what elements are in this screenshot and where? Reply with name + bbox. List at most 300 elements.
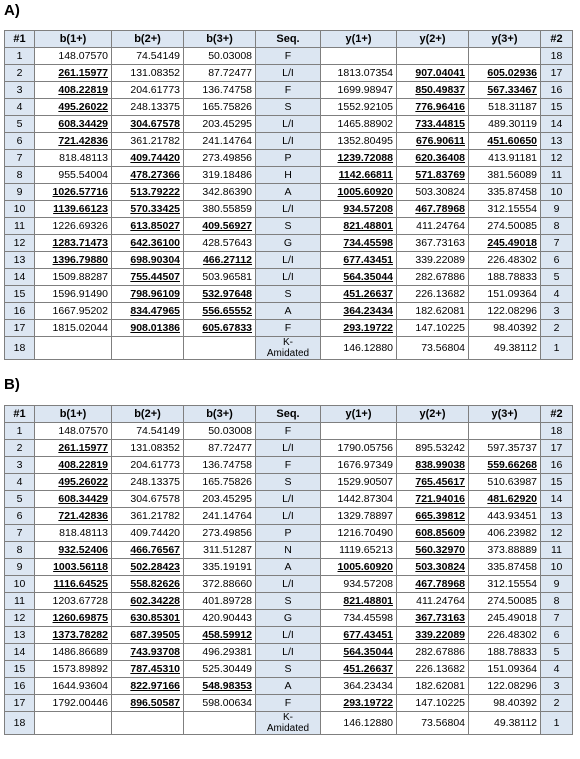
- row-index-2: 11: [541, 542, 573, 559]
- b1-cell: 1644.93604: [35, 678, 112, 695]
- y3-cell: 406.23982: [469, 525, 541, 542]
- table-row: [5, 542, 573, 559]
- residue-cell: S: [256, 99, 321, 116]
- row-index-1: 15: [5, 661, 35, 678]
- y3-cell: 489.30119: [469, 116, 541, 133]
- table-row: [5, 474, 573, 491]
- y3-cell: 559.66268: [469, 457, 541, 474]
- y1-cell: [321, 423, 397, 440]
- row-index-1: 12: [5, 235, 35, 252]
- row-index-1: 3: [5, 82, 35, 99]
- row-index-1: 18: [5, 337, 35, 360]
- row-index-1: 7: [5, 150, 35, 167]
- y3-cell: 597.35737: [469, 440, 541, 457]
- b1-cell: 721.42836: [35, 133, 112, 150]
- residue-cell: S: [256, 661, 321, 678]
- b1-cell: 1139.66123: [35, 201, 112, 218]
- row-index-1: 3: [5, 457, 35, 474]
- y2-cell: 665.39812: [397, 508, 469, 525]
- table-row: [5, 440, 573, 457]
- y1-cell: 293.19722: [321, 320, 397, 337]
- row-index-2: 7: [541, 610, 573, 627]
- b2-cell: 478.27366: [112, 167, 184, 184]
- row-index-1: 16: [5, 303, 35, 320]
- b2-cell: 248.13375: [112, 474, 184, 491]
- table-row: [5, 593, 573, 610]
- header-b1: b(1+): [35, 31, 112, 48]
- y1-cell: 821.48801: [321, 593, 397, 610]
- header-y2: y(2+): [397, 406, 469, 423]
- b3-cell: 428.57643: [184, 235, 256, 252]
- row-index-2: 5: [541, 644, 573, 661]
- header-index-2: #2: [541, 31, 573, 48]
- y3-cell: 567.33467: [469, 82, 541, 99]
- b2-cell: 131.08352: [112, 65, 184, 82]
- y3-cell: 188.78833: [469, 269, 541, 286]
- header-b2: b(2+): [112, 31, 184, 48]
- header-y2: y(2+): [397, 31, 469, 48]
- row-index-2: 15: [541, 99, 573, 116]
- table-row: [5, 65, 573, 82]
- y2-cell: 907.04041: [397, 65, 469, 82]
- b1-cell: 1283.71473: [35, 235, 112, 252]
- residue-cell: F: [256, 695, 321, 712]
- y3-cell: 518.31187: [469, 99, 541, 116]
- y3-cell: 413.91181: [469, 150, 541, 167]
- b1-cell: 818.48113: [35, 150, 112, 167]
- table-row: [5, 695, 573, 712]
- b1-cell: 1792.00446: [35, 695, 112, 712]
- y1-cell: 293.19722: [321, 695, 397, 712]
- b3-cell: 136.74758: [184, 82, 256, 99]
- header-b3: b(3+): [184, 406, 256, 423]
- b3-cell: 532.97648: [184, 286, 256, 303]
- b1-cell: 1116.64525: [35, 576, 112, 593]
- y2-cell: 503.30824: [397, 559, 469, 576]
- row-index-2: 5: [541, 269, 573, 286]
- y3-cell: 151.09364: [469, 286, 541, 303]
- table-row: [5, 678, 573, 695]
- row-index-1: 2: [5, 440, 35, 457]
- y1-cell: 564.35044: [321, 269, 397, 286]
- b3-cell: 241.14764: [184, 508, 256, 525]
- y1-cell: 364.23434: [321, 303, 397, 320]
- table-row: [5, 269, 573, 286]
- y2-cell: [397, 423, 469, 440]
- b1-cell: 818.48113: [35, 525, 112, 542]
- b1-cell: 932.52406: [35, 542, 112, 559]
- y2-cell: 467.78968: [397, 201, 469, 218]
- table-row: [5, 218, 573, 235]
- b2-cell: 602.34228: [112, 593, 184, 610]
- b3-cell: 203.45295: [184, 116, 256, 133]
- table-row: [5, 184, 573, 201]
- y2-cell: 411.24764: [397, 593, 469, 610]
- residue-cell: S: [256, 474, 321, 491]
- b3-cell: 319.18486: [184, 167, 256, 184]
- b3-cell: 380.55859: [184, 201, 256, 218]
- table-row: [5, 627, 573, 644]
- table-row: [5, 423, 573, 440]
- table-row: [5, 252, 573, 269]
- residue-cell: F: [256, 82, 321, 99]
- residue-cell: L/I: [256, 627, 321, 644]
- b3-cell: 50.03008: [184, 423, 256, 440]
- b1-cell: 1815.02044: [35, 320, 112, 337]
- residue-cell: P: [256, 525, 321, 542]
- table-row: [5, 286, 573, 303]
- y3-cell: 335.87458: [469, 184, 541, 201]
- y1-cell: 1329.78897: [321, 508, 397, 525]
- y3-cell: 481.62920: [469, 491, 541, 508]
- y1-cell: 1005.60920: [321, 184, 397, 201]
- residue-cell: L/I: [256, 576, 321, 593]
- row-index-1: 6: [5, 508, 35, 525]
- y2-cell: 411.24764: [397, 218, 469, 235]
- b1-cell: 955.54004: [35, 167, 112, 184]
- table-row: [5, 491, 573, 508]
- row-index-1: 11: [5, 218, 35, 235]
- row-index-1: 10: [5, 576, 35, 593]
- table-row: [5, 82, 573, 99]
- b3-cell: 548.98353: [184, 678, 256, 695]
- b3-cell: 605.67833: [184, 320, 256, 337]
- row-index-1: 1: [5, 423, 35, 440]
- row-index-2: 3: [541, 303, 573, 320]
- b1-cell: 1260.69875: [35, 610, 112, 627]
- row-index-2: 4: [541, 286, 573, 303]
- b3-cell: 165.75826: [184, 99, 256, 116]
- b3-cell: 556.65552: [184, 303, 256, 320]
- header-b1: b(1+): [35, 406, 112, 423]
- residue-cell: F: [256, 48, 321, 65]
- b2-cell: 896.50587: [112, 695, 184, 712]
- y2-cell: 850.49837: [397, 82, 469, 99]
- y1-cell: 677.43451: [321, 627, 397, 644]
- b1-cell: 1003.56118: [35, 559, 112, 576]
- b1-cell: 608.34429: [35, 116, 112, 133]
- b3-cell: 273.49856: [184, 525, 256, 542]
- y2-cell: 776.96416: [397, 99, 469, 116]
- b3-cell: 466.27112: [184, 252, 256, 269]
- y3-cell: 443.93451: [469, 508, 541, 525]
- row-index-2: 8: [541, 218, 573, 235]
- header-y1: y(1+): [321, 31, 397, 48]
- b1-cell: 608.34429: [35, 491, 112, 508]
- y1-cell: 451.26637: [321, 661, 397, 678]
- b2-cell: 834.47965: [112, 303, 184, 320]
- residue-cell: F: [256, 457, 321, 474]
- y1-cell: 821.48801: [321, 218, 397, 235]
- residue-cell: L/I: [256, 133, 321, 150]
- y3-cell: 451.60650: [469, 133, 541, 150]
- b1-cell: 1573.89892: [35, 661, 112, 678]
- residue-cell: L/I: [256, 644, 321, 661]
- b1-cell: 408.22819: [35, 82, 112, 99]
- y2-cell: 226.13682: [397, 661, 469, 678]
- b2-cell: 513.79222: [112, 184, 184, 201]
- y2-cell: 367.73163: [397, 610, 469, 627]
- b1-cell: 261.15977: [35, 65, 112, 82]
- residue-cell: N: [256, 542, 321, 559]
- y2-cell: 282.67886: [397, 644, 469, 661]
- y2-cell: 571.83769: [397, 167, 469, 184]
- y1-cell: 1239.72088: [321, 150, 397, 167]
- row-index-1: 15: [5, 286, 35, 303]
- row-index-1: 5: [5, 491, 35, 508]
- y3-cell: 312.15554: [469, 201, 541, 218]
- y2-cell: 182.62081: [397, 303, 469, 320]
- row-index-2: 8: [541, 593, 573, 610]
- residue-cell: L/I: [256, 252, 321, 269]
- y2-cell: 895.53242: [397, 440, 469, 457]
- y2-cell: 467.78968: [397, 576, 469, 593]
- y1-cell: 564.35044: [321, 644, 397, 661]
- row-index-2: 10: [541, 184, 573, 201]
- y3-cell: 226.48302: [469, 627, 541, 644]
- b2-cell: 204.61773: [112, 457, 184, 474]
- y3-cell: 122.08296: [469, 303, 541, 320]
- row-index-2: 18: [541, 423, 573, 440]
- b3-cell: 203.45295: [184, 491, 256, 508]
- b3-cell: 342.86390: [184, 184, 256, 201]
- row-index-2: 17: [541, 440, 573, 457]
- y3-cell: 381.56089: [469, 167, 541, 184]
- row-index-2: 6: [541, 252, 573, 269]
- header-b3: b(3+): [184, 31, 256, 48]
- y3-cell: 335.87458: [469, 559, 541, 576]
- row-index-1: 17: [5, 695, 35, 712]
- row-index-1: 2: [5, 65, 35, 82]
- y1-cell: 1465.88902: [321, 116, 397, 133]
- b2-cell: 74.54149: [112, 48, 184, 65]
- y3-cell: 226.48302: [469, 252, 541, 269]
- residue-cell: F: [256, 320, 321, 337]
- b2-cell: 908.01386: [112, 320, 184, 337]
- y2-cell: 721.94016: [397, 491, 469, 508]
- row-index-2: 15: [541, 474, 573, 491]
- y1-cell: 1142.66811: [321, 167, 397, 184]
- b3-cell: 50.03008: [184, 48, 256, 65]
- section-b-label: B): [4, 376, 20, 393]
- y1-cell: 934.57208: [321, 201, 397, 218]
- row-index-1: 11: [5, 593, 35, 610]
- b3-cell: 401.89728: [184, 593, 256, 610]
- b1-cell: 721.42836: [35, 508, 112, 525]
- residue-cell: S: [256, 286, 321, 303]
- residue-cell: L/I: [256, 65, 321, 82]
- b2-cell: 74.54149: [112, 423, 184, 440]
- table-row: [5, 525, 573, 542]
- y1-cell: 1442.87304: [321, 491, 397, 508]
- b3-cell: 241.14764: [184, 133, 256, 150]
- section-a-label: A): [4, 2, 20, 19]
- b2-cell: 466.76567: [112, 542, 184, 559]
- header-index-1: #1: [5, 406, 35, 423]
- b1-cell: 1373.78282: [35, 627, 112, 644]
- y3-cell: 188.78833: [469, 644, 541, 661]
- row-index-1: 13: [5, 252, 35, 269]
- b2-cell: 204.61773: [112, 82, 184, 99]
- b1-cell: 1486.86689: [35, 644, 112, 661]
- y1-cell: 677.43451: [321, 252, 397, 269]
- fragment-table-a: [4, 30, 573, 360]
- row-index-2: 14: [541, 116, 573, 133]
- table-row: [5, 508, 573, 525]
- residue-cell: A: [256, 678, 321, 695]
- y1-cell: 1790.05756: [321, 440, 397, 457]
- row-index-2: 16: [541, 82, 573, 99]
- b2-cell: 570.33425: [112, 201, 184, 218]
- y2-cell: 608.85609: [397, 525, 469, 542]
- row-index-1: 9: [5, 559, 35, 576]
- y1-cell: 1699.98947: [321, 82, 397, 99]
- y2-cell: 182.62081: [397, 678, 469, 695]
- header-seq: Seq.: [256, 406, 321, 423]
- row-index-1: 10: [5, 201, 35, 218]
- y3-cell: 605.02936: [469, 65, 541, 82]
- row-index-1: 6: [5, 133, 35, 150]
- b2-cell: 787.45310: [112, 661, 184, 678]
- b1-cell: 1596.91490: [35, 286, 112, 303]
- y1-cell: 934.57208: [321, 576, 397, 593]
- y1-cell: 451.26637: [321, 286, 397, 303]
- b1-cell: 495.26022: [35, 99, 112, 116]
- y1-cell: 1216.70490: [321, 525, 397, 542]
- b2-cell: 687.39505: [112, 627, 184, 644]
- y3-cell: 274.50085: [469, 218, 541, 235]
- table-row: [5, 712, 573, 735]
- residue-cell: H: [256, 167, 321, 184]
- b3-cell: 598.00634: [184, 695, 256, 712]
- table-row: [5, 457, 573, 474]
- y3-cell: 510.63987: [469, 474, 541, 491]
- table-row: [5, 235, 573, 252]
- residue-cell: G: [256, 235, 321, 252]
- y1-cell: 1552.92105: [321, 99, 397, 116]
- row-index-2: 18: [541, 48, 573, 65]
- y3-cell: [469, 423, 541, 440]
- table-row: [5, 150, 573, 167]
- y1-cell: 1352.80495: [321, 133, 397, 150]
- header-b2: b(2+): [112, 406, 184, 423]
- b1-cell: 261.15977: [35, 440, 112, 457]
- b3-cell: 458.59912: [184, 627, 256, 644]
- b1-cell: 1396.79880: [35, 252, 112, 269]
- b2-cell: 361.21782: [112, 133, 184, 150]
- b2-cell: 642.36100: [112, 235, 184, 252]
- y3-cell: 245.49018: [469, 235, 541, 252]
- residue-cell: L/I: [256, 201, 321, 218]
- residue-cell: A: [256, 303, 321, 320]
- residue-cell: K- Amidated: [256, 337, 321, 360]
- b1-cell: 1026.57716: [35, 184, 112, 201]
- row-index-2: 17: [541, 65, 573, 82]
- row-index-1: 5: [5, 116, 35, 133]
- row-index-1: 8: [5, 542, 35, 559]
- row-index-1: 14: [5, 269, 35, 286]
- table-row: [5, 167, 573, 184]
- b3-cell: 409.56927: [184, 218, 256, 235]
- y3-cell: 312.15554: [469, 576, 541, 593]
- row-index-2: 13: [541, 133, 573, 150]
- header-index-1: #1: [5, 31, 35, 48]
- y3-cell: 151.09364: [469, 661, 541, 678]
- y3-cell: 98.40392: [469, 320, 541, 337]
- y2-cell: 620.36408: [397, 150, 469, 167]
- y2-cell: 676.90611: [397, 133, 469, 150]
- y1-cell: 1813.07354: [321, 65, 397, 82]
- row-index-2: 16: [541, 457, 573, 474]
- row-index-1: 4: [5, 474, 35, 491]
- y3-cell: 373.88889: [469, 542, 541, 559]
- b2-cell: 558.82626: [112, 576, 184, 593]
- table-row: [5, 337, 573, 360]
- y3-cell: 98.40392: [469, 695, 541, 712]
- row-index-1: 18: [5, 712, 35, 735]
- table-row: [5, 661, 573, 678]
- y2-cell: 226.13682: [397, 286, 469, 303]
- b1-cell: 495.26022: [35, 474, 112, 491]
- residue-cell: P: [256, 150, 321, 167]
- row-index-2: 14: [541, 491, 573, 508]
- row-index-2: 10: [541, 559, 573, 576]
- residue-cell: K- Amidated: [256, 712, 321, 735]
- b3-cell: 420.90443: [184, 610, 256, 627]
- b1-cell: [35, 712, 112, 735]
- table-row: [5, 116, 573, 133]
- b2-cell: 248.13375: [112, 99, 184, 116]
- b3-cell: 87.72477: [184, 440, 256, 457]
- b1-cell: 148.07570: [35, 423, 112, 440]
- row-index-2: 11: [541, 167, 573, 184]
- y2-cell: 339.22089: [397, 252, 469, 269]
- b2-cell: 361.21782: [112, 508, 184, 525]
- residue-cell: L/I: [256, 440, 321, 457]
- row-index-1: 13: [5, 627, 35, 644]
- b2-cell: 630.85301: [112, 610, 184, 627]
- b3-cell: 372.88660: [184, 576, 256, 593]
- b3-cell: 496.29381: [184, 644, 256, 661]
- y2-cell: 73.56804: [397, 712, 469, 735]
- row-index-2: 2: [541, 695, 573, 712]
- y1-cell: 1005.60920: [321, 559, 397, 576]
- row-index-2: 1: [541, 712, 573, 735]
- y2-cell: 73.56804: [397, 337, 469, 360]
- row-index-1: 4: [5, 99, 35, 116]
- y2-cell: 367.73163: [397, 235, 469, 252]
- row-index-1: 12: [5, 610, 35, 627]
- b2-cell: 743.93708: [112, 644, 184, 661]
- table-row: [5, 576, 573, 593]
- b3-cell: 273.49856: [184, 150, 256, 167]
- row-index-1: 7: [5, 525, 35, 542]
- b2-cell: 798.96109: [112, 286, 184, 303]
- b1-cell: 1203.67728: [35, 593, 112, 610]
- y1-cell: 1119.65213: [321, 542, 397, 559]
- row-index-1: 9: [5, 184, 35, 201]
- b3-cell: [184, 337, 256, 360]
- residue-cell: S: [256, 218, 321, 235]
- b2-cell: 409.74420: [112, 150, 184, 167]
- y2-cell: 560.32970: [397, 542, 469, 559]
- b1-cell: [35, 337, 112, 360]
- b2-cell: 755.44507: [112, 269, 184, 286]
- row-index-2: 7: [541, 235, 573, 252]
- y1-cell: 364.23434: [321, 678, 397, 695]
- b1-cell: 1226.69326: [35, 218, 112, 235]
- y3-cell: 49.38112: [469, 337, 541, 360]
